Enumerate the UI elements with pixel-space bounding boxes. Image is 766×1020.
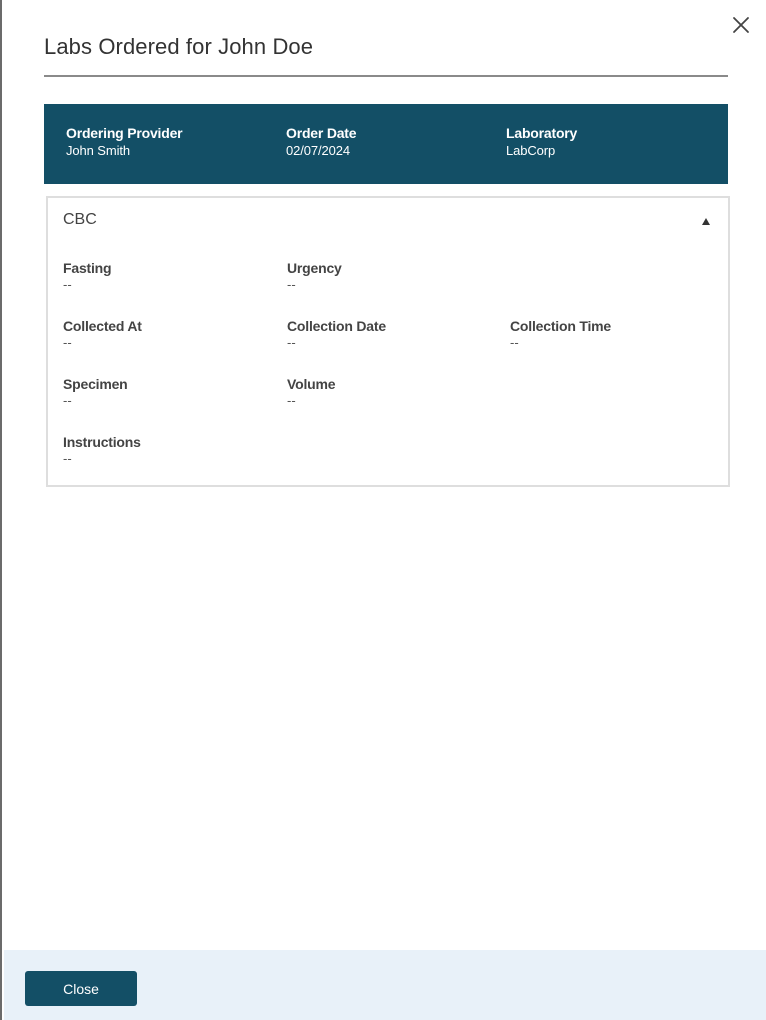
field-collected-at bbox=[63, 318, 142, 351]
field-value: -- bbox=[63, 277, 72, 292]
field-value: -- bbox=[287, 393, 296, 408]
caret-up-icon[interactable] bbox=[702, 218, 710, 225]
field-collection-date bbox=[287, 318, 386, 351]
lab-panel-title: CBC bbox=[63, 211, 97, 228]
field-urgency bbox=[287, 260, 342, 293]
field-value: -- bbox=[63, 335, 72, 350]
dialog-title: Labs Ordered for John Doe bbox=[44, 34, 314, 59]
field-label: Collection Time bbox=[510, 318, 611, 334]
dialog-footer bbox=[4, 950, 766, 1020]
laboratory-value: LabCorp bbox=[506, 143, 556, 158]
ordering-provider bbox=[66, 125, 182, 159]
order-date-label: Order Date bbox=[286, 125, 357, 141]
laboratory-label: Laboratory bbox=[506, 125, 578, 141]
field-label: Urgency bbox=[287, 260, 342, 276]
order-summary-bar bbox=[44, 104, 728, 184]
field-value: -- bbox=[287, 277, 296, 292]
order-date-value: 02/07/2024 bbox=[286, 143, 351, 158]
field-collection-time bbox=[510, 318, 611, 351]
field-specimen bbox=[63, 376, 128, 409]
field-label: Specimen bbox=[63, 376, 128, 392]
field-value: -- bbox=[63, 393, 72, 408]
field-volume bbox=[287, 376, 335, 409]
field-label: Instructions bbox=[63, 434, 141, 450]
field-instructions bbox=[63, 434, 141, 467]
ordering-provider-value: John Smith bbox=[66, 143, 131, 158]
field-value: -- bbox=[287, 335, 296, 350]
field-label: Collected At bbox=[63, 318, 142, 334]
close-icon[interactable] bbox=[730, 14, 752, 36]
order-date bbox=[286, 125, 356, 159]
field-label: Collection Date bbox=[287, 318, 386, 334]
field-fasting bbox=[63, 260, 111, 293]
field-value: -- bbox=[510, 335, 519, 350]
field-label: Fasting bbox=[63, 260, 112, 276]
ordering-provider-label: Ordering Provider bbox=[66, 125, 183, 141]
laboratory bbox=[506, 125, 577, 159]
title-divider bbox=[44, 75, 728, 77]
close-button[interactable]: Close bbox=[25, 971, 137, 1006]
field-value: -- bbox=[63, 451, 72, 466]
lab-panel-cbc bbox=[46, 196, 730, 487]
field-label: Volume bbox=[287, 376, 336, 392]
